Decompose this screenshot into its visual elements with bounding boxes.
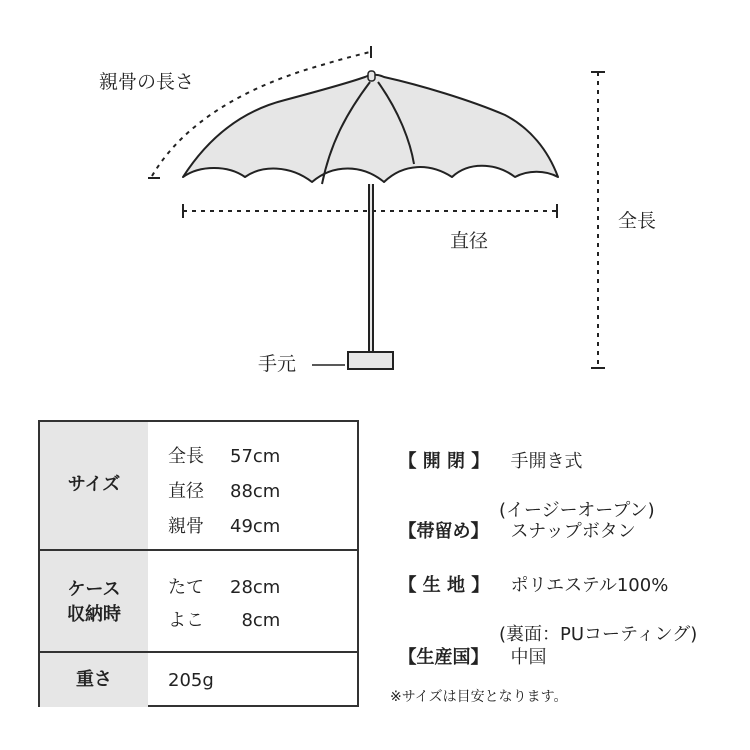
size-diameter: 直径 88cm bbox=[168, 481, 281, 502]
info-open-close: 【 開 閉 】 手開き式 (イージーオープン) bbox=[398, 451, 655, 521]
weight-header: 重さ bbox=[40, 653, 148, 707]
umbrella-handle bbox=[348, 352, 393, 369]
spec-table bbox=[38, 420, 359, 707]
weight-row bbox=[40, 651, 357, 707]
info-fabric: 【 生 地 】 ポリエステル100% (裏面：PUコーティング) bbox=[398, 575, 698, 645]
case-header: ケース 収納時 bbox=[40, 551, 148, 654]
size-row bbox=[40, 422, 357, 549]
size-values bbox=[148, 422, 357, 549]
case-height: たて 28cm bbox=[168, 577, 281, 598]
case-width: よこ 8cm bbox=[168, 610, 281, 631]
umbrella-canopy bbox=[183, 75, 558, 182]
umbrella-tip bbox=[368, 71, 375, 81]
weight-value: 205g bbox=[168, 670, 214, 691]
rib-length-label: 親骨の長さ bbox=[99, 71, 195, 93]
diameter-label: 直径 bbox=[450, 230, 489, 252]
case-values bbox=[148, 551, 357, 654]
handle-label: 手元 bbox=[258, 353, 297, 375]
info-strap: 【帯留め】 スナップボタン bbox=[398, 521, 636, 543]
total-length-label: 全長 bbox=[618, 210, 657, 232]
size-note: ※サイズは目安となります。 bbox=[390, 689, 568, 705]
size-header: サイズ bbox=[40, 422, 148, 549]
case-row bbox=[40, 549, 357, 654]
size-rib: 親骨 49cm bbox=[168, 516, 281, 537]
info-origin: 【生産国】 中国 bbox=[398, 647, 547, 669]
size-total-length: 全長 57cm bbox=[168, 446, 281, 467]
